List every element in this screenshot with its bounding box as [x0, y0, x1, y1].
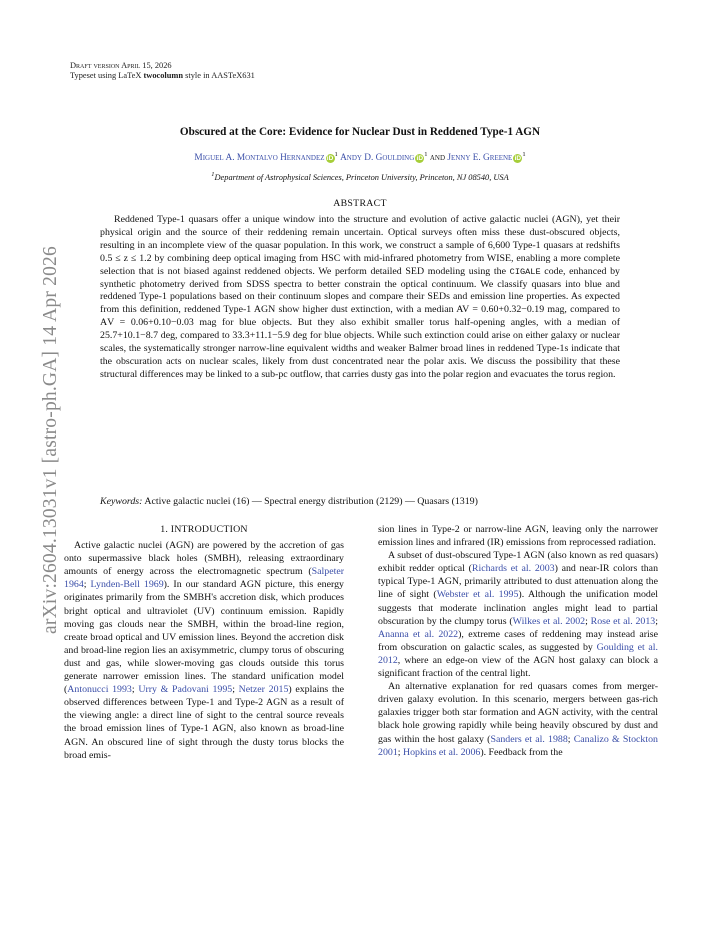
citation-link[interactable]: Lynden-Bell 1969 — [90, 579, 164, 591]
author-conjunction: and — [429, 153, 446, 164]
author-name[interactable]: Jenny E. Greene — [447, 153, 513, 164]
affiliation-marker: 1 — [424, 151, 428, 158]
citation-link[interactable]: Salpeter 1964 — [64, 566, 344, 591]
angle-blue: 33.3+11.1−5.9 — [232, 330, 291, 342]
affiliation-marker: 1 — [334, 151, 338, 158]
paragraph: sion lines in Type-2 or narrow-line AGN, leaving only the narrower emission lines and infrared (IR) emissions from reprocessed radiation. — [378, 524, 658, 549]
citation-link[interactable]: Sanders et al. 1988 — [490, 733, 568, 745]
keywords: Keywords: Active galactic nuclei (16) — Spectral energy distribution (2129) — Quasars (1319) — [100, 496, 478, 507]
section-heading: 1. INTRODUCTION — [160, 524, 248, 535]
author-name[interactable]: Andy D. Goulding — [340, 153, 415, 164]
extinction-red: V = 0.60+0.32−0.19 — [462, 304, 545, 316]
orcid-icon[interactable]: iD — [326, 155, 334, 163]
left-column — [64, 523, 344, 762]
citation-link[interactable]: Goulding et al. 2012 — [378, 641, 658, 666]
orcid-icon[interactable]: iD — [416, 155, 424, 163]
citation-link[interactable]: Richards et al. 2003 — [471, 563, 555, 575]
abstract-body: Reddened Type-1 quasars offer a unique window into the structure and evolution of active galactic nuclei (AGN), yet their physical origin and the source of their reddening remain uncertain. Optical surveys often miss these dust-obscured objects, resulting in an incomplete view of the quasar population. In this work, we construct a sample of 6,600 Type-1 quasars at redshifts 0.5 ≤ z ≤ 1.2 by combining deep optical imaging from HSC with mid-infrared photometry from WISE, enabling a more complete selection that is not biased against reddened objects. We perform detailed SED modeling using the CIGALE code, enhanced by synthetic photometry derived from SDSS spectra to better constrain the optical continuum. We classify quasars into blue and reddened Type-1 populations based on their continuum slopes and compare their SEDs and emission line properties. As expected from this definition, reddened Type-1 AGN show higher dust extinction, with a median AV = 0.60+0.32−0.19 mag, compared to AV = 0.06+0.10−0.03 mag for blue objects. But they also exhibit smaller torus half-opening angles, with a median of 25.7+10.1−8.7 deg, compared to 33.3+11.1−5.9 deg for blue objects. While such extinction could arise on either galaxy or nuclear scales, the systematically stronger narrow-line equivalent widths and weaker Balmer broad lines in reddened Type-1s indicate that the obscuration acts on nuclear scales, likely from dust concentrated near the polar axis. We discuss the possibility that these structural differences may be linked to a sub-pc outflow, that carries dusty gas into the polar region and evacuates the torus region. — [100, 214, 620, 380]
orcid-icon[interactable]: iD — [514, 155, 522, 163]
abstract-heading: ABSTRACT — [333, 198, 387, 209]
paragraph: Active galactic nuclei (AGN) are powered by the accretion of gas onto supermassive black holes (SMBH), releasing extraordinary amounts of energy across the electromagnetic spectrum (Salpeter 1964; Lynden-Bell 1969). In our standard AGN picture, this energy originates primarily from the SMBH's accretion disk, which produces bright optical and ultraviolet (UV) continuum emission. Rapidly moving gas clouds near the SMBH, within the broad-line region, create broad optical and UV emission lines. Beyond the accretion disk and broad-line region lies an axisymmetric, clumpy torus of obscuring dust and gas, while slower-moving gas clouds outside this torus generate narrower emission lines. The standard unification model (Antonucci 1993; Urry & Padovani 1995; Netzer 2015) explains the observed differences between Type-1 and Type-2 AGN as a result of the viewing angle: a direct line of sight to the central source reveals the broad emission lines of Type-1 AGN, also known as broad-line AGN. An obscured line of sight through the dusty torus blocks the broad emis- — [64, 540, 345, 761]
paper-title: Obscured at the Core: Evidence for Nuclear Dust in Reddened Type-1 AGN — [179, 126, 541, 138]
typeset-note: Typeset using LaTeX twocolumn style in AASTeX631 — [70, 71, 255, 80]
affiliation-marker: 1 — [522, 151, 526, 158]
citation-link[interactable]: Hopkins et al. 2006 — [402, 746, 481, 758]
arxiv-identifier-stamp[interactable]: arXiv:2604.13031v1 [astro-ph.GA] 14 Apr 2026 — [40, 246, 61, 634]
citation-link[interactable]: Ananna et al. 2022 — [378, 628, 459, 640]
author-name[interactable]: Miguel A. Montalvo Hernandez — [194, 153, 325, 164]
citation-link[interactable]: Antonucci 1993 — [67, 684, 132, 696]
paragraph: An alternative explanation for red quasars comes from merger-driven galaxy evolution. In this scenario, mergers between gas-rich galaxies trigger both star formation and AGN activity, with the central black hole growing rapidly while being heavily obscured by dust and gas within the host galaxy (Sanders et al. 1988; Canalizo & Stockton 2001; Hopkins et al. 2006). Feedback from the — [378, 681, 658, 758]
citation-link[interactable]: Webster et al. 1995 — [436, 589, 519, 601]
citation-link[interactable]: Rose et al. 2013 — [590, 615, 656, 627]
citation-link[interactable]: Wilkes et al. 2002 — [512, 615, 586, 627]
right-column — [378, 523, 658, 759]
citation-link[interactable]: Canalizo & Stockton 2001 — [378, 733, 658, 758]
affiliation: $^1$Department of Astrophysical Sciences, Princeton University, Princeton, NJ 08540, USA — [211, 171, 509, 182]
paragraph: A subset of dust-obscured Type-1 AGN (also known as red quasars) exhibit redder optical (Richards et al. 2003) and near-IR colors than typical Type-1 AGN, primarily attributed to dust attenuation along the line of sight (Webster et al. 1995). Although the unification model suggests that moderate inclination angles might lead to partial obscuration by the clumpy torus (Wilkes et al. 2002; Rose et al. 2013; Ananna et al. 2022), extreme cases of reddening may instead arise from obscuration on galactic scales, as suggested by Goulding et al. 2012, where an edge-on view of the AGN host galaxy can block a significant fraction of the central light. — [378, 550, 659, 680]
draft-header — [70, 61, 255, 81]
latex-logo: LaTeX — [118, 71, 142, 80]
angle-red: 25.7+10.1−8.7 — [100, 330, 159, 342]
citation-link[interactable]: Urry & Padovani 1995 — [138, 684, 233, 696]
extinction-blue: V = 0.06+0.10−0.03 — [107, 317, 194, 329]
draft-version: Draft version April 15, 2026 — [70, 61, 172, 70]
code-name: CIGALE — [509, 266, 541, 277]
citation-link[interactable]: Netzer 2015 — [238, 684, 289, 696]
author-list — [0, 151, 720, 163]
